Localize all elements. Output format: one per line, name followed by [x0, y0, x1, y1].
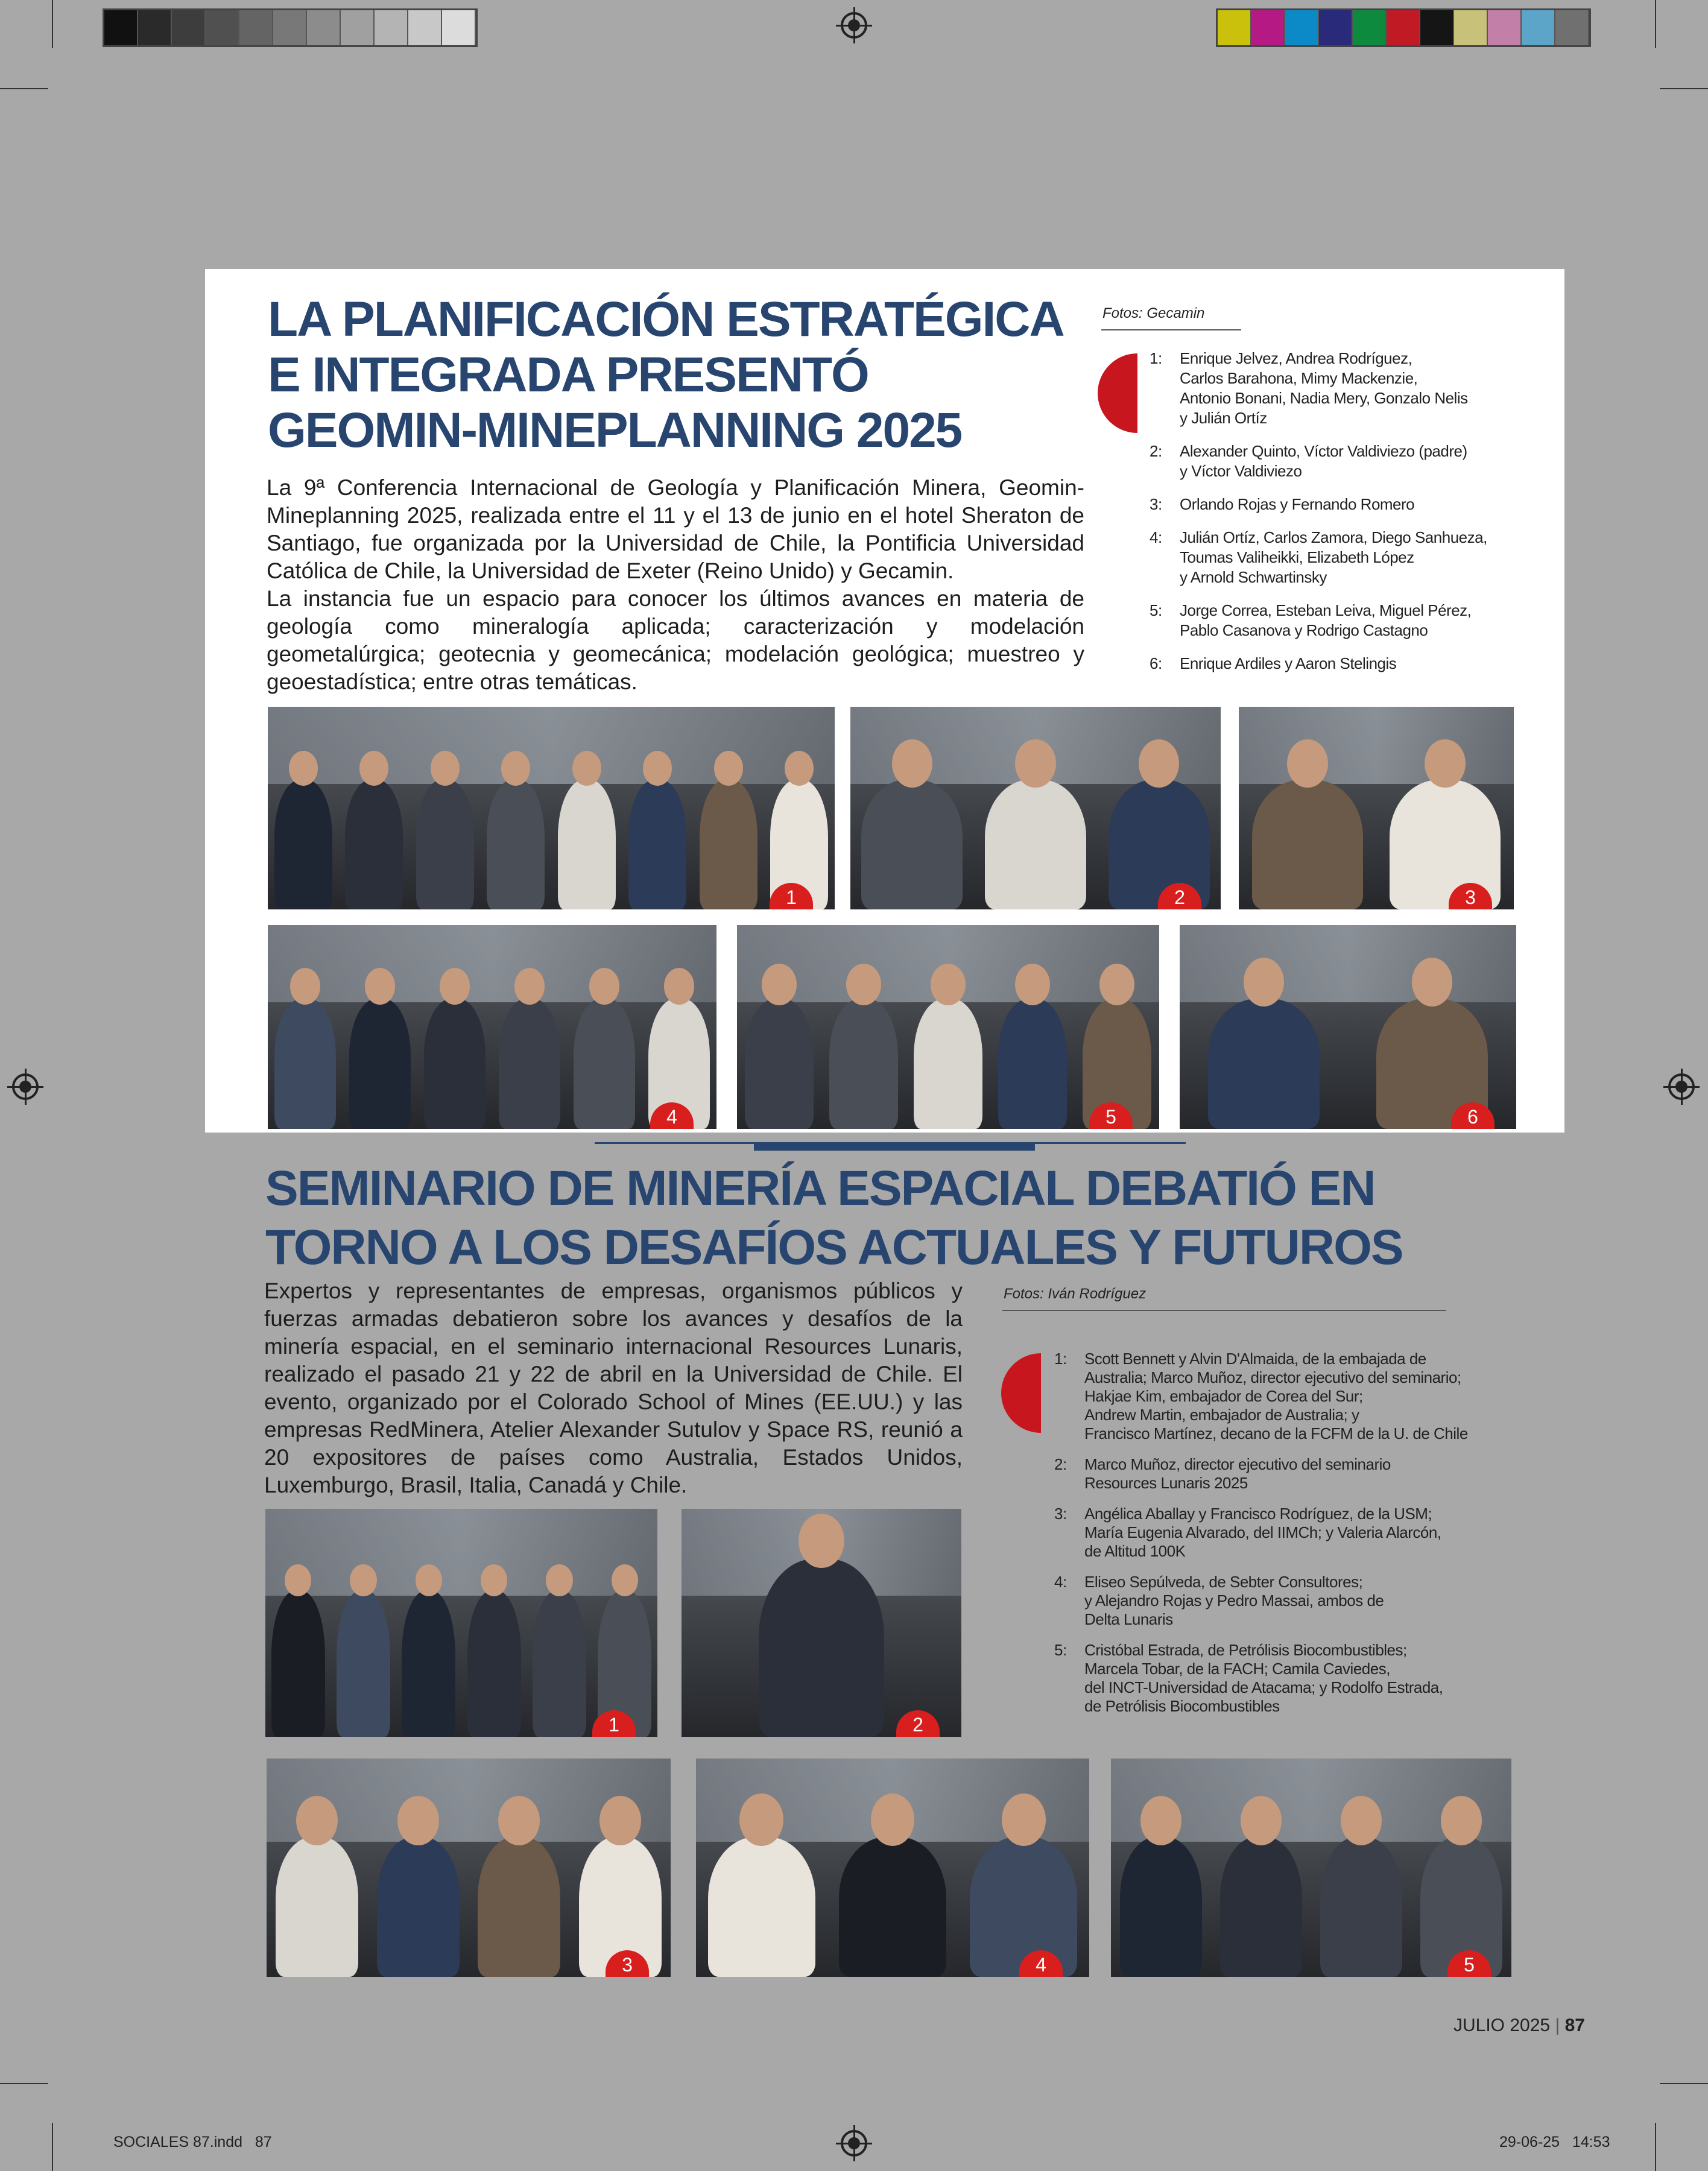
color-swatch: [1420, 10, 1454, 45]
grayscale-color-bar: [103, 8, 478, 47]
photo-credit-rule: [1101, 329, 1241, 330]
person-head: [739, 1793, 783, 1846]
caption-item: [1054, 1455, 1537, 1493]
photo-credit: Fotos: Gecamin: [1102, 305, 1205, 321]
person-head: [714, 751, 743, 786]
person-silhouette: [1120, 1837, 1202, 1977]
photo-number-badge: 5: [1447, 1950, 1491, 1977]
person-silhouette: [276, 1837, 358, 1977]
color-swatch: [442, 10, 476, 45]
photo-number-badge: 1: [770, 883, 813, 909]
person-head: [498, 1796, 540, 1845]
person-silhouette: [467, 1591, 521, 1737]
person-head: [1412, 958, 1453, 1006]
caption-number: 4:: [1054, 1573, 1067, 1591]
caption-item: [1150, 528, 1536, 587]
color-swatch: [1251, 10, 1285, 45]
person-silhouette: [1320, 1837, 1402, 1977]
person-silhouette: [700, 780, 758, 909]
caption-item: [1150, 349, 1536, 428]
caption-number: 3:: [1150, 495, 1162, 513]
photo-5: [1111, 1759, 1511, 1977]
person-head: [1441, 1796, 1482, 1845]
process-color-bar: [1216, 8, 1591, 47]
body-paragraph: La 9ª Conferencia Internacional de Geología y Planificación Minera, Geomin-Mineplanning 2025, realizada entre el 11 y el 13 de junio en el hotel Sheraton de Santiago, fue organizada por la Universidad de Chile, la Pontificia Universidad Católica de Chile, la Universidad de Exeter (Reino Unido) y Gecamin.: [267, 475, 1084, 583]
person-head: [664, 968, 695, 1005]
caption-item: [1054, 1505, 1537, 1561]
caption-item: [1054, 1350, 1537, 1443]
color-swatch: [375, 10, 408, 45]
photo-number-badge: 6: [1451, 1102, 1494, 1129]
photo-5: [737, 925, 1159, 1129]
caption-text: Enrique Jelvez, Andrea Rodríguez, Carlos Barahona, Mimy Mackenzie, Antonio Bonani, Nadia Mery, Gonzalo Nelis y Julián Ortíz: [1180, 349, 1468, 427]
section-divider-accent: [754, 1143, 1035, 1151]
person-silhouette: [271, 1591, 325, 1737]
person-head: [892, 739, 932, 788]
person-head: [1002, 1793, 1045, 1846]
crop-mark: [0, 2083, 48, 2084]
photo-2: [850, 707, 1221, 909]
person-silhouette: [839, 1837, 946, 1977]
person-head: [612, 1564, 638, 1596]
person-head: [589, 968, 620, 1005]
registration-mark-bottom: [841, 2130, 867, 2157]
person-head: [1244, 958, 1285, 1006]
color-swatch: [104, 10, 138, 45]
person-head: [1099, 964, 1134, 1005]
photo-1: [268, 707, 835, 909]
photo-3: [267, 1759, 671, 1977]
folio: [1453, 2015, 1585, 2036]
photo-background: [1239, 707, 1514, 784]
caption-number: 5:: [1150, 601, 1162, 619]
article1-headline: [268, 292, 1100, 458]
person-silhouette: [914, 999, 983, 1129]
person-head: [643, 751, 672, 786]
person-head: [1287, 739, 1327, 788]
caption-text: Cristóbal Estrada, de Petrólisis Biocombustibles; Marcela Tobar, de la FACH; Camila Caviedes, del INCT-Universidad de Atacama; y Rodolfo Estrada, de Petrólisis Biocombustibles: [1084, 1641, 1443, 1715]
photo-number-badge: 5: [1089, 1102, 1133, 1129]
person-silhouette: [533, 1591, 586, 1737]
person-head: [599, 1796, 641, 1845]
person-silhouette: [337, 1591, 390, 1737]
body-paragraph: Expertos y representantes de empresas, organismos públicos y fuerzas armadas debatieron sobre los avances y desafíos de la minería espacial, en el seminario internacional Resources Lunaris, realizado el pasado 21 y 22 de abril en la Universidad de Chile. El evento, organizado por el Colorado School of Mines (EE.UU.) y las empresas RedMinera, Atelier Alexander Sutulov y Space RS, reunió a 20 expositores de países como Australia, Estados Unidos, Luxemburgo, Brasil, Italia, Canadá y Chile.: [264, 1278, 963, 1497]
person-silhouette: [1208, 999, 1320, 1129]
crop-mark: [1660, 88, 1708, 89]
person-silhouette: [274, 780, 332, 909]
photo-background: [1180, 925, 1516, 1002]
red-accent-mark: [1001, 1353, 1041, 1433]
person-head: [350, 1564, 376, 1596]
caption-number: 1:: [1150, 349, 1162, 367]
article2-headline: [265, 1159, 1472, 1277]
crop-mark: [1655, 0, 1656, 48]
person-head: [1341, 1796, 1382, 1845]
registration-mark-right: [1668, 1073, 1695, 1100]
color-swatch: [138, 10, 172, 45]
caption-item: [1054, 1641, 1537, 1716]
person-silhouette: [274, 999, 336, 1129]
person-silhouette: [416, 780, 474, 909]
caption-text: Enrique Ardiles y Aaron Stelingis: [1180, 654, 1397, 672]
person-head: [762, 964, 796, 1005]
person-silhouette: [1252, 780, 1364, 909]
person-silhouette: [998, 999, 1068, 1129]
photo-3: [1239, 707, 1514, 909]
person-head: [397, 1796, 439, 1845]
color-swatch: [1353, 10, 1387, 45]
person-silhouette: [745, 999, 814, 1129]
article2-body: [264, 1277, 963, 1499]
person-silhouette: [499, 999, 560, 1129]
person-head: [871, 1793, 914, 1846]
person-silhouette: [1220, 1837, 1302, 1977]
person-head: [296, 1796, 338, 1845]
slug-filename: SOCIALES 87.indd 87: [113, 2134, 272, 2150]
caption-text: Julián Ortíz, Carlos Zamora, Diego Sanhueza, Toumas Valiheikki, Elizabeth López y Arnold Schwartinsky: [1180, 528, 1487, 586]
person-silhouette: [829, 999, 899, 1129]
person-silhouette: [708, 1837, 815, 1977]
caption-number: 2:: [1054, 1455, 1067, 1473]
caption-text: Scott Bennett y Alvin D'Almaida, de la embajada de Australia; Marco Muñoz, director ejecutivo del seminario; Hakjae Kim, embajador de Corea del Sur; Andrew Martin, embajador de Australia; y Francisco Martínez, decano de la FCFM de la U. de Chile: [1084, 1350, 1468, 1443]
color-swatch: [307, 10, 341, 45]
color-swatch: [1218, 10, 1251, 45]
caption-item: [1150, 601, 1536, 640]
photo-background: [268, 707, 835, 784]
caption-text: Marco Muñoz, director ejecutivo del seminario Resources Lunaris 2025: [1084, 1455, 1391, 1492]
article1-body: [267, 474, 1084, 696]
person-head: [1015, 964, 1049, 1005]
article1-caption-list: [1150, 349, 1536, 687]
crop-mark: [0, 88, 48, 89]
person-head: [1015, 739, 1055, 788]
photo-2: [682, 1509, 961, 1737]
person-head: [546, 1564, 572, 1596]
headline-line: GEOMIN-MINEPLANNING 2025: [268, 402, 962, 458]
photo-number-badge: 4: [1019, 1950, 1063, 1977]
person-silhouette: [345, 780, 403, 909]
color-swatch: [1488, 10, 1522, 45]
photo-number-badge: 3: [1449, 883, 1492, 909]
person-head: [572, 751, 601, 786]
color-swatch: [1387, 10, 1420, 45]
person-head: [1140, 1796, 1181, 1845]
color-swatch: [341, 10, 375, 45]
photo-6: [1180, 925, 1516, 1129]
slug-timestamp: 29-06-25 14:53: [1499, 2134, 1610, 2150]
person-silhouette: [759, 1559, 884, 1737]
person-silhouette: [424, 999, 486, 1129]
caption-text: Orlando Rojas y Fernando Romero: [1180, 495, 1415, 513]
person-head: [846, 964, 881, 1005]
body-paragraph: La instancia fue un espacio para conocer los últimos avances en materia de geología como mineralogía aplicada; caracterización y modelación geometalúrgica; geotecnia y geomecánica; modelación geológica; muestreo y geoestadística; entre otras temáticas.: [267, 586, 1084, 694]
person-silhouette: [861, 780, 963, 909]
headline-line: SEMINARIO DE MINERÍA ESPACIAL DEBATIÓ EN: [265, 1161, 1375, 1216]
person-silhouette: [478, 1837, 560, 1977]
person-silhouette: [377, 1837, 460, 1977]
person-head: [290, 968, 321, 1005]
photo-number-badge: 4: [650, 1102, 694, 1129]
caption-number: 5:: [1054, 1641, 1067, 1659]
page-number: 87: [1564, 2015, 1585, 2035]
caption-text: Jorge Correa, Esteban Leiva, Miguel Pérez, Pablo Casanova y Rodrigo Castagno: [1180, 601, 1472, 639]
person-head: [481, 1564, 507, 1596]
photo-credit: Fotos: Iván Rodríguez: [1004, 1286, 1147, 1302]
photo-background: [265, 1509, 657, 1596]
color-swatch: [1454, 10, 1488, 45]
photo-1: [265, 1509, 657, 1737]
photo-4: [696, 1759, 1089, 1977]
caption-text: Alexander Quinto, Víctor Valdiviezo (padre) y Víctor Valdiviezo: [1180, 442, 1467, 480]
headline-line: LA PLANIFICACIÓN ESTRATÉGICA: [268, 292, 1064, 347]
person-head: [285, 1564, 311, 1596]
photo-number-badge: 3: [606, 1950, 649, 1977]
person-head: [785, 751, 814, 786]
person-silhouette: [558, 780, 616, 909]
color-swatch: [1319, 10, 1353, 45]
caption-number: 3:: [1054, 1505, 1067, 1523]
crop-mark: [52, 2123, 53, 2171]
person-head: [799, 1514, 844, 1569]
crop-mark: [1660, 2083, 1708, 2084]
photo-4: [268, 925, 716, 1129]
headline-line: TORNO A LOS DESAFÍOS ACTUALES Y FUTUROS: [265, 1220, 1403, 1275]
color-swatch: [1522, 10, 1555, 45]
caption-number: 4:: [1150, 528, 1162, 546]
caption-item: [1150, 441, 1536, 481]
crop-mark: [52, 0, 53, 48]
person-silhouette: [628, 780, 686, 909]
person-head: [416, 1564, 442, 1596]
color-swatch: [206, 10, 239, 45]
person-silhouette: [574, 999, 635, 1129]
registration-mark-top: [841, 12, 867, 39]
person-head: [931, 964, 965, 1005]
person-head: [514, 968, 545, 1005]
person-silhouette: [970, 1837, 1077, 1977]
caption-text: Eliseo Sepúlveda, de Sebter Consultores; y Alejandro Rojas y Pedro Massai, ambos de Delta Lunaris: [1084, 1573, 1384, 1628]
person-silhouette: [349, 999, 411, 1129]
folio-separator: |: [1555, 2015, 1560, 2035]
color-swatch: [172, 10, 206, 45]
person-head: [501, 751, 530, 786]
photo-number-badge: 2: [1158, 883, 1201, 909]
caption-text: Angélica Aballay y Francisco Rodríguez, de la USM; María Eugenia Alvarado, del IIMCh; y Valeria Alarcón, de Altitud 100K: [1084, 1505, 1441, 1560]
color-swatch: [273, 10, 307, 45]
color-swatch: [1285, 10, 1319, 45]
article2-caption-list: [1054, 1350, 1537, 1728]
person-head: [365, 968, 396, 1005]
photo-number-badge: 1: [592, 1710, 636, 1737]
caption-number: 2:: [1150, 442, 1162, 460]
person-head: [1241, 1796, 1282, 1845]
person-head: [289, 751, 318, 786]
caption-number: 6:: [1150, 654, 1162, 672]
caption-number: 1:: [1054, 1350, 1067, 1368]
person-silhouette: [402, 1591, 455, 1737]
caption-item: [1150, 654, 1536, 674]
person-head: [1139, 739, 1179, 788]
color-swatch: [1555, 10, 1589, 45]
caption-item: [1054, 1573, 1537, 1629]
person-silhouette: [985, 780, 1086, 909]
person-head: [359, 751, 388, 786]
photo-background: [268, 925, 716, 1002]
caption-item: [1150, 495, 1536, 514]
issue-date: JULIO 2025: [1453, 2015, 1551, 2035]
photo-credit-rule: [1002, 1310, 1446, 1311]
headline-line: E INTEGRADA PRESENTÓ: [268, 347, 868, 402]
person-silhouette: [487, 780, 545, 909]
photo-number-badge: 2: [896, 1710, 940, 1737]
registration-mark-left: [12, 1073, 39, 1100]
person-head: [440, 968, 470, 1005]
color-swatch: [239, 10, 273, 45]
person-head: [431, 751, 460, 786]
crop-mark: [1655, 2123, 1656, 2171]
person-head: [1425, 739, 1465, 788]
color-swatch: [408, 10, 442, 45]
